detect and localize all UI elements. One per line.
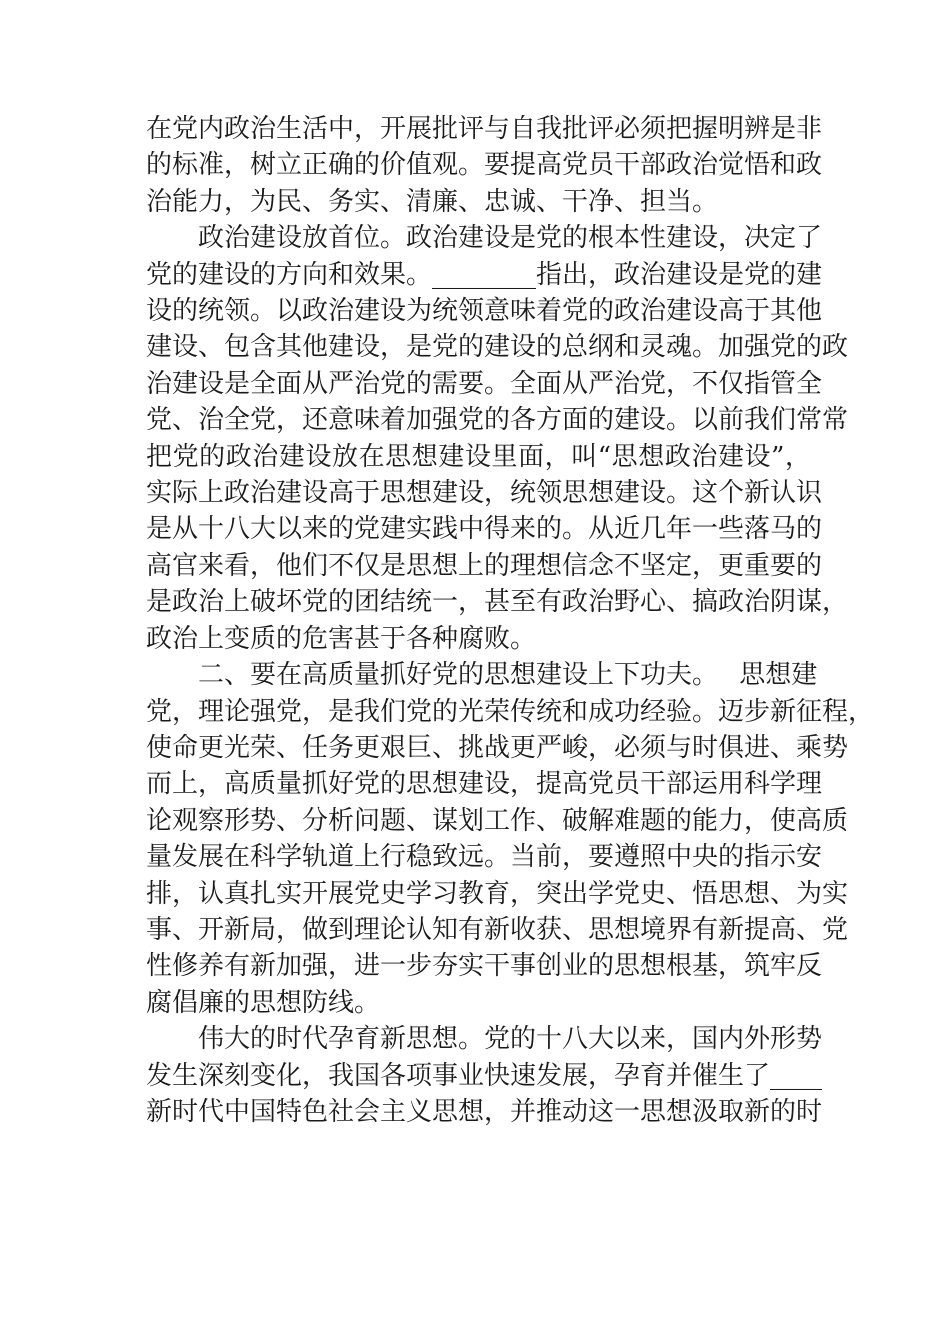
text-line: 党，理论强党，是我们党的光荣传统和成功经验。迈步新征程， (146, 696, 875, 727)
text-line: 新时代中国特色社会主义思想，并推动这一思想汲取新的时 (146, 1096, 823, 1127)
text-line: 事、开新局，做到理论认知有新收获、思想境界有新提高、党 (146, 914, 849, 945)
text-line: 的标准，树立正确的价值观。要提高党员干部政治觉悟和政 (146, 150, 823, 181)
text-line: 腐倡廉的思想防线。 (146, 987, 381, 1018)
text-line: 是从十八大以来的党建实践中得来的。从近几年一些落马的 (146, 514, 823, 545)
text-line: 治能力，为民、务实、清廉、忠诚、干净、担当。 (146, 186, 719, 217)
text-line-content: 伟大的时代孕育新思想。党的十八大以来，国内外形势 (198, 1024, 823, 1055)
text-line: 设的统领。以政治建设为统领意味着党的政治建设高于其他 (146, 296, 823, 327)
text-line: 论观察形势、分析问题、谋划工作、破解难题的能力，使高质 (146, 805, 849, 836)
document-body (146, 111, 875, 1130)
text-line: 治建设是全面从严治党的需要。全面从严治党，不仅指管全 (146, 368, 823, 399)
text-line: 量发展在科学轨道上行稳致远。当前，要遵照中央的指示安 (146, 842, 823, 873)
text-line: 党、治全党，还意味着加强党的各方面的建设。以前我们常常 (146, 405, 849, 436)
text-line: 是政治上破坏党的团结统一，甚至有政治野心、搞政治阴谋， (146, 587, 849, 618)
text-line: 性修养有新加强，进一步夯实干事创业的思想根基，筑牢反 (146, 951, 823, 982)
paragraph-4 (146, 1021, 823, 1130)
text-line: 政治上变质的危害甚于各种腐败。 (146, 623, 537, 654)
text-line-content: 二、要在高质量抓好党的思想建设上下功夫。 思想建 (198, 660, 818, 691)
text-line: 把党的政治建设放在思想建设里面，叫“思想政治建设”， (146, 441, 811, 472)
text-line: 实际上政治建设高于思想建设，统领思想建设。这个新认识 (146, 478, 823, 509)
text-line-content: 政治建设放首位。政治建设是党的根本性建设，决定了 (198, 223, 823, 254)
paragraph-3 (146, 657, 875, 1021)
text-line: 党的建设的方向和效果。________指出，政治建设是党的建 (146, 259, 823, 290)
text-line (146, 657, 818, 693)
text-line: 建设、包含其他建设，是党的建设的总纲和灵魂。加强党的政 (146, 332, 849, 363)
text-line: 高官来看，他们不仅是思想上的理想信念不坚定，更重要的 (146, 550, 823, 581)
text-line: 使命更光荣、任务更艰巨、挑战更严峻，必须与时俱进、乘势 (146, 732, 849, 763)
text-line (146, 1021, 823, 1057)
text-line: 在党内政治生活中，开展批评与自我批评必须把握明辨是非 (146, 114, 823, 144)
paragraph-2 (146, 220, 849, 657)
text-line: 发生深刻变化，我国各项事业快速发展，孕育并催生了____ (146, 1060, 823, 1091)
paragraph-1 (146, 111, 823, 220)
text-line: 排，认真扎实开展党史学习教育，突出学党史、悟思想、为实 (146, 878, 849, 909)
text-line: 而上，高质量抓好党的思想建设，提高党员干部运用科学理 (146, 769, 823, 800)
text-line (146, 220, 823, 256)
